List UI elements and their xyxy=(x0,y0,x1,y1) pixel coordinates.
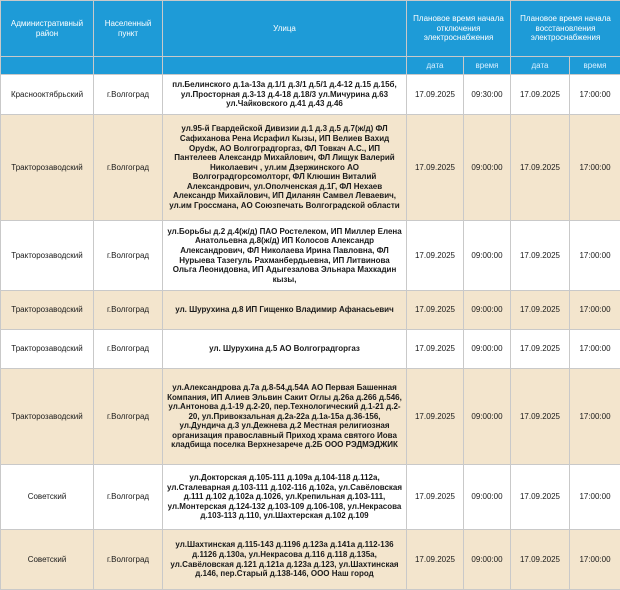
header-street: Улица xyxy=(163,1,407,57)
locality-cell: г.Волгоград xyxy=(94,115,163,221)
table-row xyxy=(1,530,620,590)
off-date-cell: 17.09.2025 xyxy=(407,115,464,221)
off-date-cell: 17.09.2025 xyxy=(407,369,464,465)
on-date-cell: 17.09.2025 xyxy=(511,75,570,115)
off-date-cell: 17.09.2025 xyxy=(407,75,464,115)
on-date-cell: 17.09.2025 xyxy=(511,465,570,530)
off-date-cell: 17.09.2025 xyxy=(407,530,464,590)
district-cell: Тракторозаводский xyxy=(1,369,94,465)
on-time-cell: 17:00:00 xyxy=(570,115,620,221)
on-time-cell: 17:00:00 xyxy=(570,221,620,291)
off-date-cell: 17.09.2025 xyxy=(407,465,464,530)
on-time-cell: 17:00:00 xyxy=(570,75,620,115)
table-row xyxy=(1,291,620,330)
header-locality: Населенный пункт xyxy=(94,1,163,57)
table-row xyxy=(1,115,620,221)
district-cell: Тракторозаводский xyxy=(1,330,94,369)
on-time-cell: 17:00:00 xyxy=(570,530,620,590)
locality-cell: г.Волгоград xyxy=(94,465,163,530)
locality-cell: г.Волгоград xyxy=(94,330,163,369)
off-time-cell: 09:00:00 xyxy=(464,291,511,330)
street-cell: ул. Шурухина д.8 ИП Гищенко Владимир Афанасьевич xyxy=(163,291,407,330)
subheader-on-time: время xyxy=(570,57,620,75)
locality-cell: г.Волгоград xyxy=(94,369,163,465)
district-cell: Советский xyxy=(1,465,94,530)
off-time-cell: 09:00:00 xyxy=(464,221,511,291)
street-cell: ул.Борьбы д.2 д.4(ж/д) ПАО Ростелеком, ИП Миллер Елена Анатольевна д.8(ж/д) ИП Колосов Александр Александрович, ФЛ Николаева Ирина Павловна, ФЛ Нурыева Тазегуль Рахманбердыевна, ИП Литвинова Ольга Леонидовна, ИП Адыгезалова Эльнара Махкадин кызы, xyxy=(163,221,407,291)
on-time-cell: 17:00:00 xyxy=(570,369,620,465)
district-cell: Тракторозаводский xyxy=(1,115,94,221)
header-district: Административный район xyxy=(1,1,94,57)
on-time-cell: 17:00:00 xyxy=(570,330,620,369)
street-cell: ул.Докторская д.105-111 д.109а д.104-118 д.112а, ул.Сталеварная д.103-111 д.102-116 д.102а, ул.Савёловская д.111 д.102 д.102а д.1026, ул.Крепильная д.103-111, ул.Монтерская д.124-132 д.103-109 д.106-108, ул.Некрасова д.103-113 д.110, ул.Шахтерская д.102 д.109 xyxy=(163,465,407,530)
on-date-cell: 17.09.2025 xyxy=(511,369,570,465)
locality-cell: г.Волгоград xyxy=(94,530,163,590)
off-date-cell: 17.09.2025 xyxy=(407,221,464,291)
off-date-cell: 17.09.2025 xyxy=(407,330,464,369)
street-cell: пл.Белинского д.1а-13а д.1/1 д.3/1 д.5/1 д.4-12 д.15 д.15б, ул.Просторная д.3-13 д.4-18 д.18/3 ул.Мичурина д.63 ул.Чайковского д.41 д.43 д.46 xyxy=(163,75,407,115)
district-cell: Тракторозаводский xyxy=(1,221,94,291)
street-cell: ул.95-й Гвардейской Дивизии д.1 д.3 д.5 д.7(ж/д) ФЛ Сафиханова Рена Исрафил Кызы, ИП Велиев Вахид Оруdж, АО Волгоградгоргаз, ФЛ Товкач А.С., ИП Пантелеев Александр Михайлович, ФЛ Лищук Валерий Николаевич , ул.им Дзержинского АО Волгоградгорсомолторг, ФЛ Клюшин Виталий Александрович, ул.Ополченская д.1Г, ФЛ Нехаев Александр Михайлович, ИП Диланян Самвел Леваевич, ул.им Гроссмана, АО Союзпечать Волгоградской области xyxy=(163,115,407,221)
header-restore-time: Плановое время начала восстановления электроснабжения xyxy=(511,1,620,57)
off-time-cell: 09:00:00 xyxy=(464,465,511,530)
on-date-cell: 17.09.2025 xyxy=(511,530,570,590)
table-row xyxy=(1,75,620,115)
table-row xyxy=(1,369,620,465)
locality-cell: г.Волгоград xyxy=(94,75,163,115)
table-row xyxy=(1,465,620,530)
table-row xyxy=(1,221,620,291)
district-cell: Краснооктябрьский xyxy=(1,75,94,115)
off-time-cell: 09:00:00 xyxy=(464,115,511,221)
off-time-cell: 09:00:00 xyxy=(464,330,511,369)
off-time-cell: 09:00:00 xyxy=(464,530,511,590)
subheader-on-date: дата xyxy=(511,57,570,75)
header-off-time: Плановое время начала отключения электроснабжения xyxy=(407,1,511,57)
street-cell: ул. Шурухина д.5 АО Волгоградгоргаз xyxy=(163,330,407,369)
table-row xyxy=(1,330,620,369)
subheader-off-date: дата xyxy=(407,57,464,75)
locality-cell: г.Волгоград xyxy=(94,221,163,291)
on-time-cell: 17:00:00 xyxy=(570,465,620,530)
district-cell: Тракторозаводский xyxy=(1,291,94,330)
subheader-off-time: время xyxy=(464,57,511,75)
on-date-cell: 17.09.2025 xyxy=(511,330,570,369)
on-date-cell: 17.09.2025 xyxy=(511,291,570,330)
on-date-cell: 17.09.2025 xyxy=(511,115,570,221)
street-cell: ул.Шахтинская д.115-143 д.1196 д.123а д.141а д.112-136 д.1126 д.130а, ул.Некрасова д.116 д.118 д.135а, ул.Савёловская д.121 д.121а д.123а д.123, ул.Шахтинская д.146, пер.Старый д.138-146, ООО Наш город xyxy=(163,530,407,590)
on-time-cell: 17:00:00 xyxy=(570,291,620,330)
off-date-cell: 17.09.2025 xyxy=(407,291,464,330)
street-cell: ул.Александрова д.7а д.8-54,д.54А АО Первая Башенная Компания, ИП Алиев Эльвин Сакит Оглы д.26а д.266 д.546, ул.Антонова д.1-19 д.2-20, пер.Технологический д.1-21 д.2-20, ул.Привокзальная д.2а-22а д.1а-15а д.36-156, ул.Дундича д.3 ул.Дежнева д.2 Местная религиозная организация православный Приход храма святого Иова кладбища поселка Верхнезарече д.2Б ООО РЭДМЭДЖИК xyxy=(163,369,407,465)
on-date-cell: 17.09.2025 xyxy=(511,221,570,291)
off-time-cell: 09:30:00 xyxy=(464,75,511,115)
locality-cell: г.Волгоград xyxy=(94,291,163,330)
district-cell: Советский xyxy=(1,530,94,590)
off-time-cell: 09:00:00 xyxy=(464,369,511,465)
